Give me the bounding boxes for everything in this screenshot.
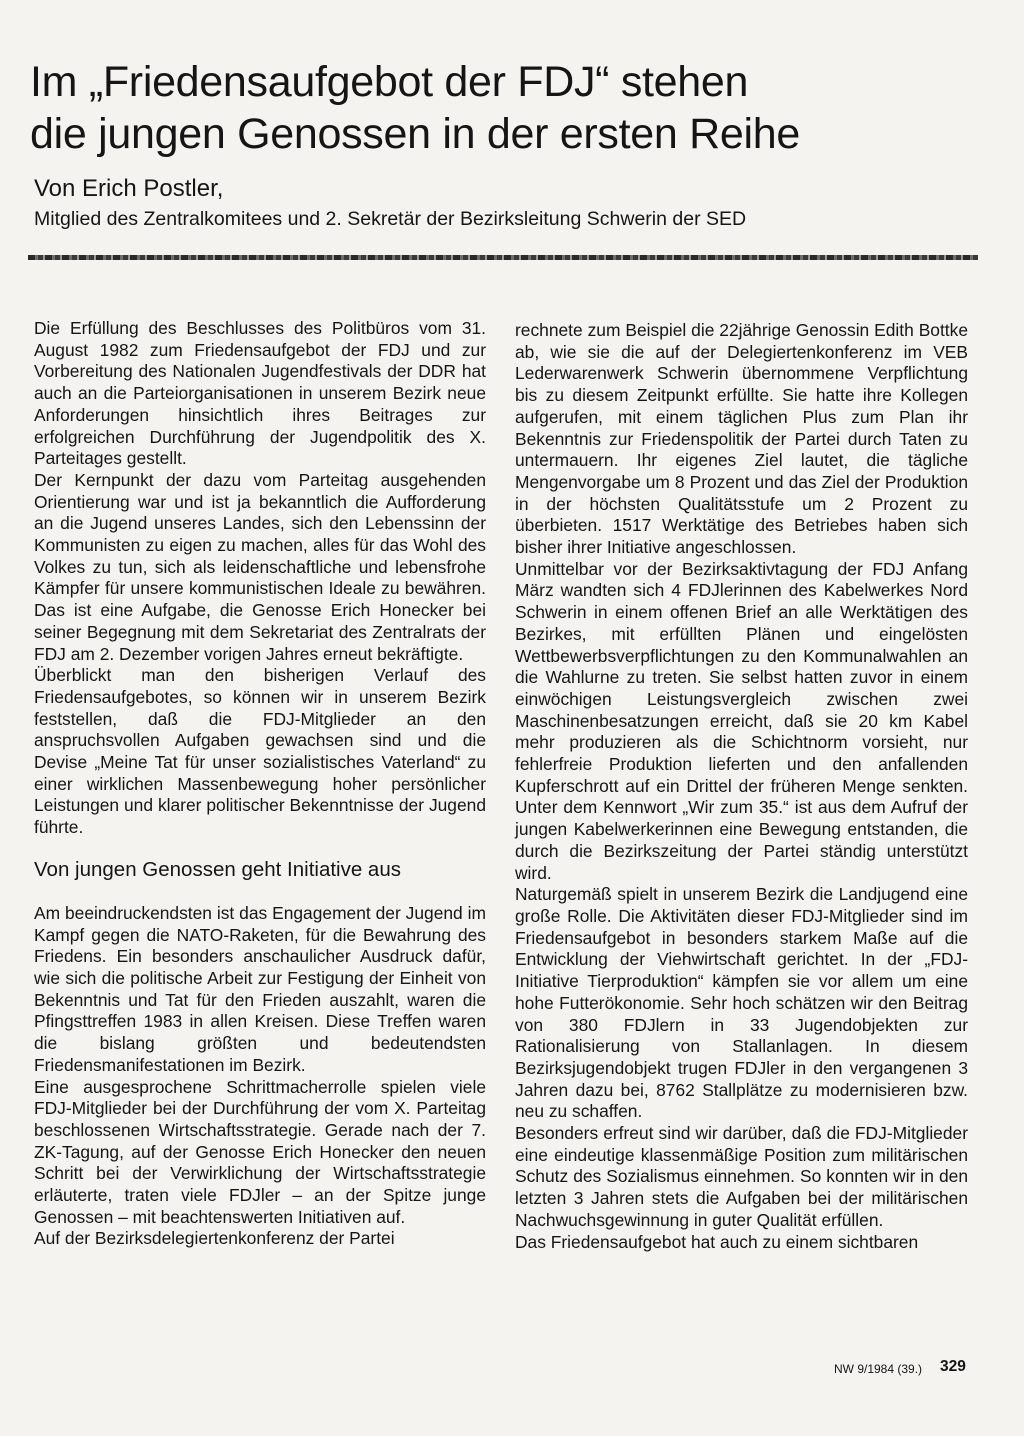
headline-line-1: Im „Friedensaufgebot der FDJ“ stehen [30,58,749,106]
paragraph: Eine ausgesprochene Schrittmacherrolle spielen viele FDJ-Mitglieder bei der Durchführung der vom X. Parteitag beschlossenen Wirtschaftsstrategie. Gerade nach der 7. ZK-Tagung, auf der Genosse Erich Honecker den neuen Schritt bei der Verwirklichung der Wirtschaftsstrategie erläuterte, traten viele FDJler – an der Spitze junge Genossen – mit beachtenswerten Initiativen auf. [34,1076,486,1227]
paragraph: Der Kernpunkt der dazu vom Parteitag ausgehenden Orientierung war und ist ja bekanntlich die Aufforderung an die Jugend unseres Landes, sich den Lebenssinn der Kommunisten zu eigen zu machen, alles für das Wohl des Volkes zu tun, sich als leidenschaftliche und lebensfrohe Kämpfer für unsere kommunistischen Ideale zu bewähren. Das ist eine Aufgabe, die Genosse Erich Honecker bei seiner Begegnung mit dem Sekretariat des Zentralrats der FDJ am 2. Dezember vorigen Jahres erneut bekräftigte. [34,469,486,664]
text-column-left [34,318,486,1250]
paragraph: Auf der Bezirksdelegiertenkonferenz der Partei [34,1228,395,1249]
issue-reference: NW 9/1984 (39.) [834,1362,923,1376]
article-headline [30,56,990,160]
page-number: 329 [940,1358,966,1375]
author-role: Mitglied des Zentralkomitees und 2. Sekretär der Bezirksleitung Schwerin der SED [34,208,747,230]
paragraph: Besonders erfreut sind wir darüber, daß die FDJ-Mitglieder eine eindeutige klassenmäßige Position zum militärischen Schutz des Sozialismus einnehmen. So konnten wir in den letzten 3 Jahren stets die Aufgaben bei der militärischen Nachwuchsgewinnung in guter Qualität erfüllen. [515,1123,968,1230]
paragraph: Unmittelbar vor der Bezirksaktivtagung der FDJ Anfang März wandten sich 4 FDJlerinnen des Kabelwerkes Nord Schwerin in einem offenen Brief an alle Werktätigen des Bezirkes, mit erfüllten Plänen und eingelösten Wettbewerbsverpflichtungen zu den Kommunalwahlen an die Wahlurne zu treten. Sie selbst hatten zuvor in einem einwöchigen Leistungsvergleich zwischen zwei Maschinenbesatzungen erreicht, daß sie 20 km Kabel mehr produzieren als die Schichtnorm vorsieht, nur fehlerfreie Produktion lieferten und den anfallenden Kupferschrott auf ein Drittel der früheren Menge senkten. Unter dem Kennwort „Wir zum 35.“ ist aus dem Aufruf der jungen Kabelwerkerinnen eine Bewegung entstanden, die durch die Bezirkszeitung der Partei ständig unterstützt wird. [515,558,968,883]
header-divider [28,255,978,260]
text-column-right [515,320,968,1253]
paragraph: rechnete zum Beispiel die 22jährige Genossin Edith Bottke ab, wie sie die auf der Delegiertenkonferenz im VEB Lederwarenwerk Schwerin übernommene Verpflichtung bis zu diesem Zeitpunkt erfüllte. Sie hatte ihre Kollegen aufgerufen, mit einem täglichen Plus zum Plan ihr Bekenntnis zur Friedenspolitik der Partei durch Taten zu untermauern. Ihr eigenes Ziel lautet, die tägliche Mengenvorgabe um 8 Prozent und das Ziel der Produktion in der höchsten Qualitätsstufe um 2 Prozent zu überbieten. 1517 Werktätige des Betriebes haben sich bisher ihrer Initiative angeschlossen. [515,320,968,558]
section-subheading: Von jungen Genossen geht Initiative aus [34,857,401,881]
paragraph: Naturgemäß spielt in unserem Bezirk die Landjugend eine große Rolle. Die Aktivitäten dieser FDJ-Mitglieder sind im Friedensaufgebot in besonders starkem Maße auf die Entwicklung der Viehwirtschaft gerichtet. In der „FDJ-Initiative Tierproduktion“ kämpfen sie vor allem um eine hohe Futterökonomie. Sehr hoch schätzen wir den Beitrag von 380 FDJlern in 33 Jugendobjekten zur Rationalisierung von Stallanlagen. In diesem Bezirksjugendobjekt trugen FDJler in den vergangenen 3 Jahren dazu bei, 8762 Stallplätze zu modernisieren bzw. neu zu schaffen. [515,884,968,1122]
paragraph: Überblickt man den bisherigen Verlauf des Friedensaufgebotes, so können wir in unserem Bezirk feststellen, daß die FDJ-Mitglieder an den anspruchsvollen Aufgaben gewachsen sind und die Devise „Meine Tat für unser sozialistisches Vaterland“ zu einer wirklichen Massenbewegung hoher persönlicher Leistungen und klarer politischer Bekenntnisse der Jugend führte. [34,665,486,838]
paragraph: Das Friedensaufgebot hat auch zu einem sichtbaren [515,1231,919,1252]
paragraph: Am beeindruckendsten ist das Engagement der Jugend im Kampf gegen die NATO-Raketen, für die Bewahrung des Friedens. Ein besonders anschaulicher Ausdruck dafür, wie sich die politische Arbeit zur Festigung der Einheit von Bekenntnis und Tat für den Frieden auszahlt, waren die Pfingsttreffen 1983 in allen Kreisen. Diese Treffen waren die bislang größten und bedeutendsten Friedensmanifestationen im Bezirk. [34,902,486,1075]
author-name: Von Erich Postler, [34,175,224,202]
headline-line-2: die jungen Genossen in der ersten Reihe [30,110,800,158]
paragraph: Die Erfüllung des Beschlusses des Politbüros vom 31. August 1982 zum Friedensaufgebot der FDJ und zur Vorbereitung des Nationalen Jugendfestivals der DDR hat auch an die Parteiorganisationen in unserem Bezirk neue Anforderungen hinsichtlich ihres Beitrages zur erfolgreichen Durchführung der Jugendpolitik des X. Parteitages gestellt. [34,318,486,469]
